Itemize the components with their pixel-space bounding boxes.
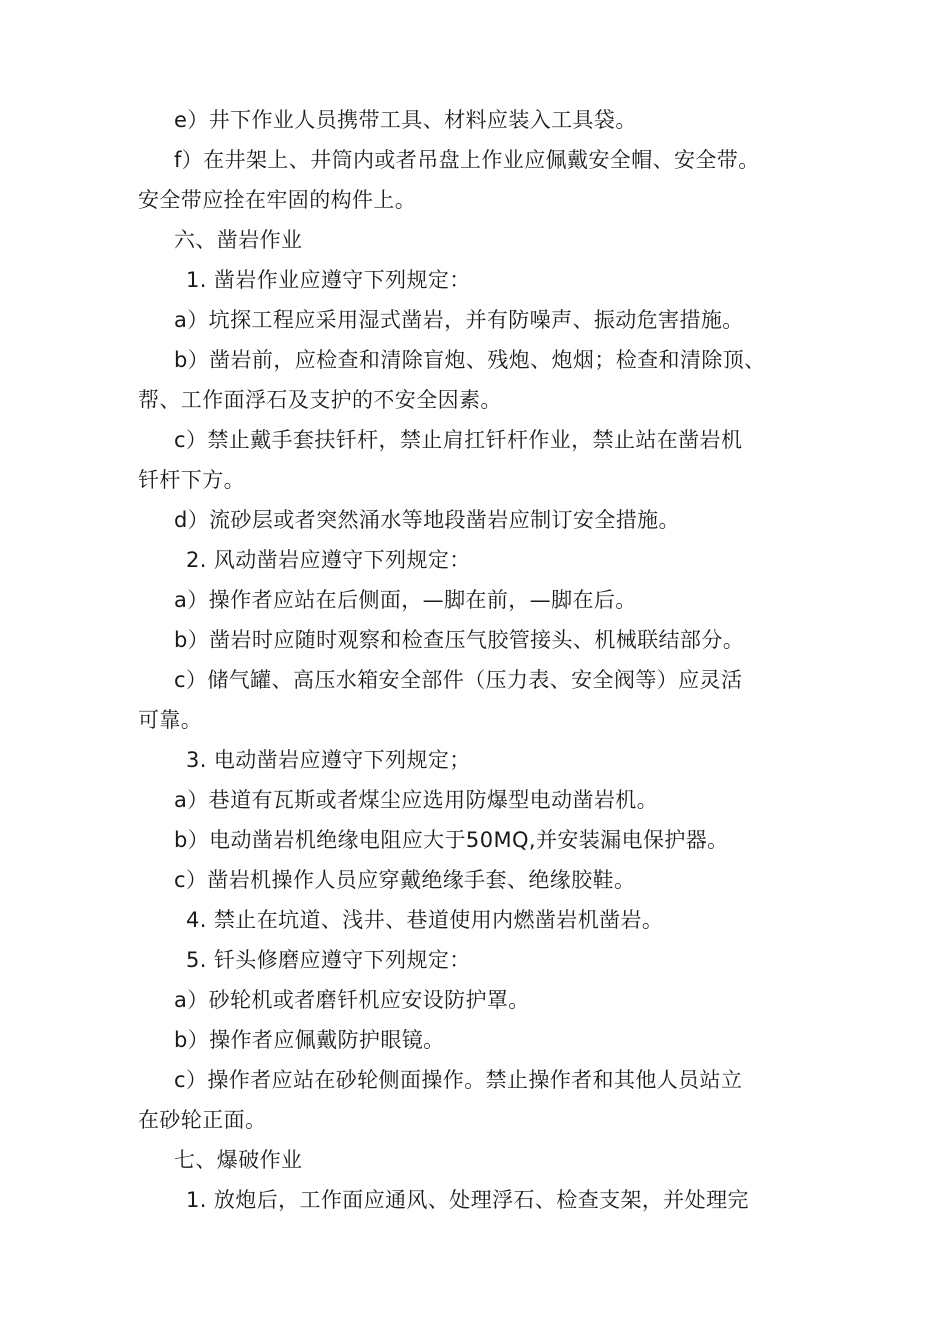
paragraph-line: c）操作者应站在砂轮侧面操作。禁止操作者和其他人员站立 xyxy=(174,1068,743,1092)
paragraph-line: b）凿岩时应随时观察和检查压气胶管接头、机械联结部分。 xyxy=(174,628,745,652)
paragraph-line: 帮、工作面浮石及支护的不安全因素。 xyxy=(138,388,502,412)
section-heading: 七、爆破作业 xyxy=(174,1148,303,1172)
numbered-item: 1. 放炮后，工作面应通风、处理浮石、检查支架，并处理完 xyxy=(186,1188,749,1212)
paragraph-line: b）凿岩前，应检查和清除盲炮、残炮、炮烟；检查和清除顶、 xyxy=(174,348,766,372)
paragraph-line: 钎杆下方。 xyxy=(138,468,245,492)
numbered-item: 1. 凿岩作业应遵守下列规定： xyxy=(186,268,471,292)
numbered-item: 5. 钎头修磨应遵守下列规定： xyxy=(186,948,471,972)
paragraph-line: f）在井架上、井筒内或者吊盘上作业应佩戴安全帽、安全带。 xyxy=(174,148,760,172)
numbered-item: 4. 禁止在坑道、浅井、巷道使用内燃凿岩机凿岩。 xyxy=(186,908,664,932)
paragraph-line: 安全带应拴在牢固的构件上。 xyxy=(138,188,417,212)
paragraph-line: d）流砂层或者突然涌水等地段凿岩应制订安全措施。 xyxy=(174,508,680,532)
section-heading: 六、凿岩作业 xyxy=(174,228,303,252)
paragraph-line: b）电动凿岩机绝缘电阻应大于50MQ,并安装漏电保护器。 xyxy=(174,828,729,852)
paragraph-line: a）巷道有瓦斯或者煤尘应选用防爆型电动凿岩机。 xyxy=(174,788,659,812)
paragraph-line: c）禁止戴手套扶钎杆，禁止肩扛钎杆作业，禁止站在凿岩机 xyxy=(174,428,743,452)
paragraph-line: 在砂轮正面。 xyxy=(138,1108,267,1132)
paragraph-line: b）操作者应佩戴防护眼镜。 xyxy=(174,1028,445,1052)
paragraph-line: c）凿岩机操作人员应穿戴绝缘手套、绝缘胶鞋。 xyxy=(174,868,636,892)
paragraph-line: a）砂轮机或者磨钎机应安设防护罩。 xyxy=(174,988,530,1012)
numbered-item: 2. 风动凿岩应遵守下列规定： xyxy=(186,548,471,572)
paragraph-line: c）储气罐、高压水箱安全部件（压力表、安全阀等）应灵活 xyxy=(174,668,743,692)
paragraph-line: a）操作者应站在后侧面，—脚在前，—脚在后。 xyxy=(174,588,637,612)
paragraph-line: e）井下作业人员携带工具、材料应装入工具袋。 xyxy=(174,108,637,132)
numbered-item: 3. 电动凿岩应遵守下列规定； xyxy=(186,748,471,772)
paragraph-line: 可靠。 xyxy=(138,708,203,732)
paragraph-line: a）坑探工程应采用湿式凿岩，并有防噪声、振动危害措施。 xyxy=(174,308,744,332)
